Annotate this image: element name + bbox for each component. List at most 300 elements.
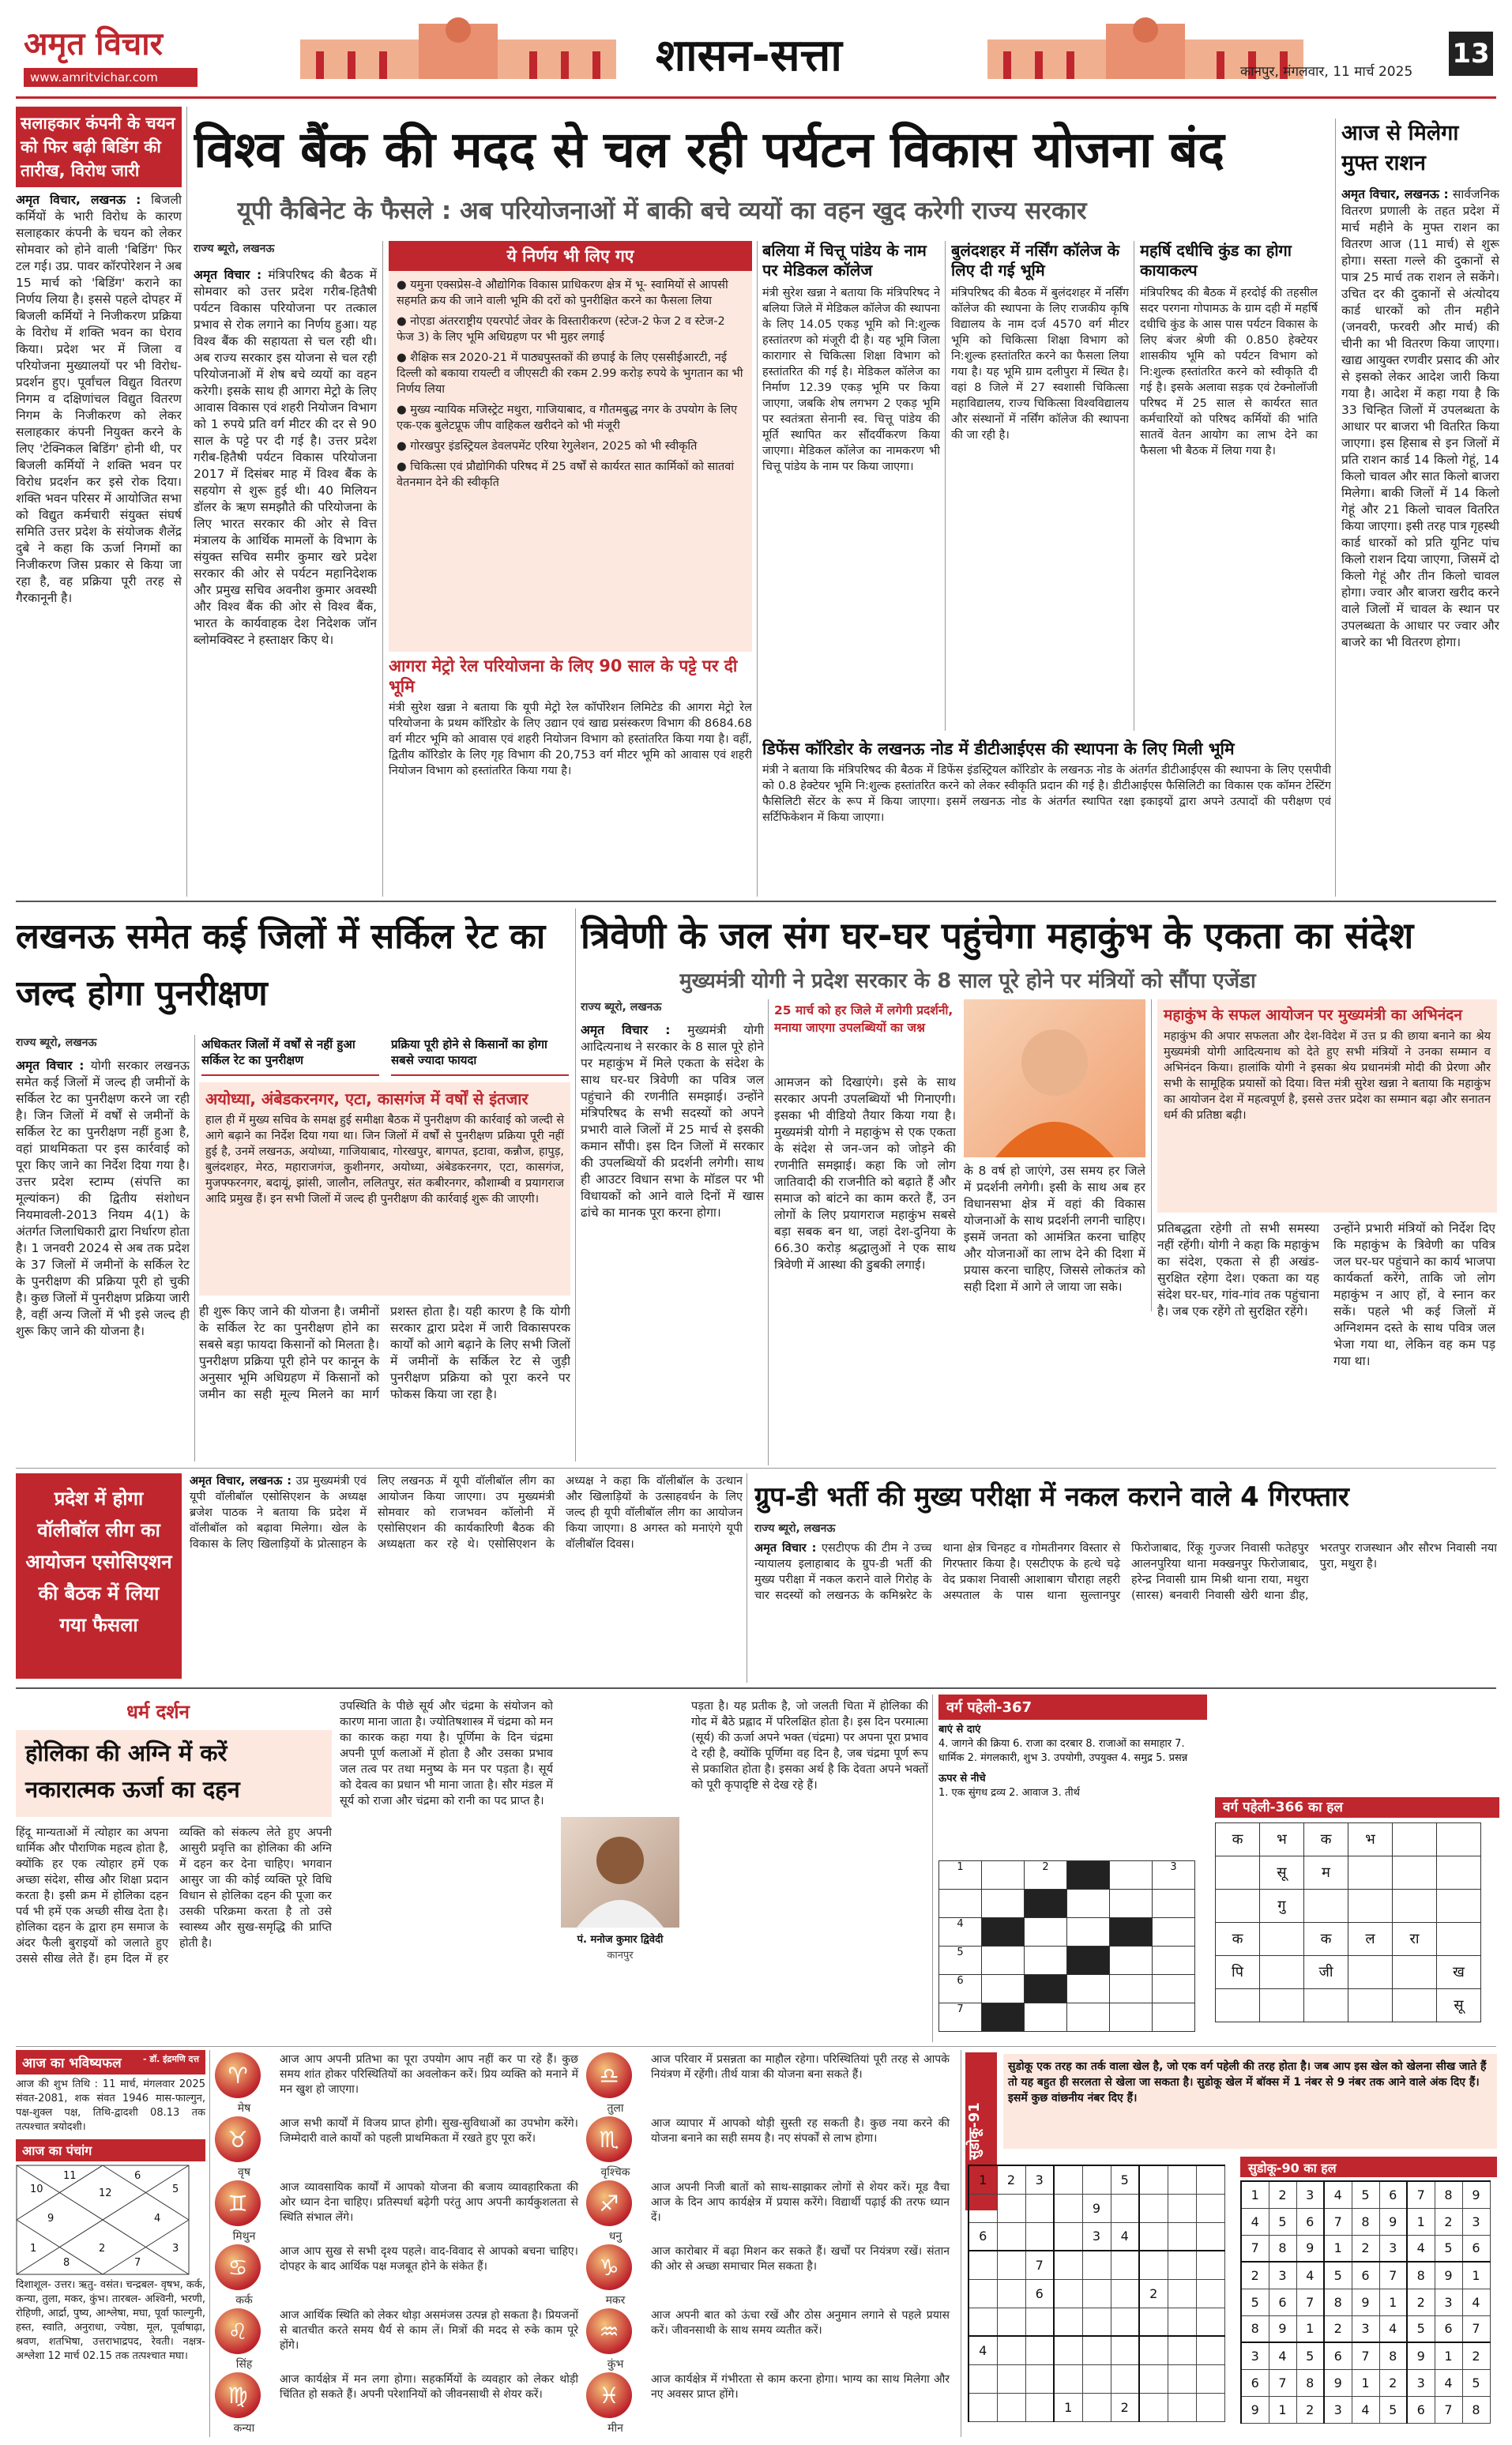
ballia-headline[interactable]: बलिया में चित्तू पांडेय के नाम पर मेडिकल कॉलेज bbox=[762, 241, 927, 280]
sudoku-cell[interactable]: 2 bbox=[1139, 2279, 1168, 2308]
sudoku-cell[interactable] bbox=[1111, 2364, 1139, 2393]
rashi-item bbox=[586, 2052, 950, 2114]
circle-sub-headline[interactable]: अयोध्या, अंबेडकरनगर, एटा, कासगंज में वर्षों से इंतजार bbox=[205, 1089, 528, 1108]
sudoku-cell: 7 bbox=[1462, 2315, 1490, 2342]
sudoku-cell: 1 bbox=[1407, 2208, 1435, 2235]
kundli-number: 9 bbox=[47, 2213, 55, 2225]
sudoku-cell[interactable] bbox=[969, 2279, 997, 2308]
dadhichi-body: मंत्रिपरिषद की बैठक में हरदोई की तहसील सदर परगना गोपामऊ के ग्राम दही में महर्षि दधीचि कुंड के आस पास पर्यटन विकास के लिए बंजर श्रेणी की 0.850 हेक्टेयर शासकीय भूमि को पर्यटन विभाग को नि:शुल्क हस्तांतरित करने को स्वीकृति दी गई है। इसके अलावा सड़क एवं टेक्नोलॉजी परिषद में 25 साल से कार्यरत सात कर्मचारियों को परिषद कर्मियों की भांति सातवें वेतन आयोग का लाभ देने का फैसला भी बैठक में लिया गया है। bbox=[1140, 287, 1318, 457]
masthead bbox=[0, 0, 1512, 103]
crossword-cell[interactable] bbox=[1110, 1890, 1153, 1918]
sudoku-cell: 8 bbox=[1241, 2315, 1269, 2342]
sudoku-cell[interactable] bbox=[997, 2308, 1025, 2336]
sudoku-cell[interactable] bbox=[1111, 2251, 1139, 2279]
sudoku-cell[interactable] bbox=[1196, 2165, 1224, 2194]
recruitment-headline[interactable]: ग्रुप-डी भर्ती की मुख्य परीक्षा में नकल कराने वाले 4 गिरफ्तार bbox=[754, 1481, 1349, 1513]
sudoku-solution-title: सुडोकू-90 का हल bbox=[1240, 2157, 1497, 2177]
sudoku-cell[interactable] bbox=[1025, 2222, 1054, 2251]
crossword-box bbox=[938, 1695, 1499, 2042]
sudoku-cell: 1 bbox=[1269, 2396, 1296, 2423]
sudoku-cell[interactable] bbox=[1054, 2165, 1082, 2194]
sudoku-cell[interactable]: 6 bbox=[969, 2222, 997, 2251]
answer-cell bbox=[1348, 1856, 1393, 1890]
answer-cell bbox=[1437, 1823, 1481, 1856]
kundli-number: 2 bbox=[99, 2243, 106, 2255]
sudoku-cell: 3 bbox=[1352, 2315, 1379, 2342]
crossword-cell[interactable] bbox=[982, 1890, 1025, 1918]
sudoku-cell: 8 bbox=[1324, 2289, 1352, 2315]
cm-photo bbox=[964, 999, 1145, 1157]
crossword-cell bbox=[1067, 1861, 1110, 1890]
answer-cell: ल bbox=[1348, 1923, 1393, 1956]
triveni-body: मुख्यमंत्री योगी आदित्यनाथ ने सरकार के 8 साल पूरे होने पर महाकुंभ में मिले एकता के संदेश के साथ घर-घर त्रिवेणी का पवित्र जल पहुंचाने की रणनीति समझाई। उन्होंने मंत्रिपरिषद के सभी सदस्यों को अपने प्रभारी वाले जिलों में 25 मार्च से इसकी कमान सौंपी। इस दिन जिलों में सरकार की उपलब्धियों की प्रदर्शनी लगेगी। साथ ही आउटर विधान सभा के मॉडल पर भी विधायकों को आने वाले दिनों में खास ढांचे का मानक पूरा करना होगा। bbox=[581, 1023, 764, 1220]
sudoku-cell[interactable]: 1 bbox=[969, 2165, 997, 2194]
sudoku-cell[interactable] bbox=[1025, 2364, 1054, 2393]
sudoku-cell: 2 bbox=[1269, 2181, 1296, 2208]
sudoku-cell[interactable] bbox=[1168, 2251, 1196, 2279]
answer-cell bbox=[1393, 1890, 1437, 1923]
sudoku-cell[interactable] bbox=[997, 2251, 1025, 2279]
sudoku-cell: 7 bbox=[1435, 2396, 1462, 2423]
sudoku-cell: 4 bbox=[1352, 2396, 1379, 2423]
sudoku-cell[interactable]: 1 bbox=[1054, 2393, 1082, 2421]
rashi-item bbox=[586, 2308, 950, 2370]
rashi-name: वृष bbox=[238, 2166, 250, 2179]
crossword-cell[interactable] bbox=[982, 1947, 1025, 1975]
sudoku-cell[interactable] bbox=[1196, 2364, 1224, 2393]
sudoku-cell: 4 bbox=[1407, 2235, 1435, 2262]
answer-cell: गु bbox=[1260, 1890, 1304, 1923]
rashi-name: कुंभ bbox=[607, 2358, 624, 2371]
defence-story bbox=[762, 739, 1331, 889]
kundli-number: 3 bbox=[172, 2243, 179, 2255]
sudoku-cell: 9 bbox=[1435, 2262, 1462, 2289]
rashi-item bbox=[215, 2116, 578, 2178]
sudoku-cell: 4 bbox=[1269, 2342, 1296, 2369]
rashi-text: आज सभी कार्यों में विजय प्राप्त होगी। सुख-सुविधाओं का उपभोग करेंगे। जिम्मेदारी वाले कार्यों को पहली प्राथमिकता में रखते हुए पूरा करें। bbox=[280, 2117, 578, 2145]
sudoku-cell: 1 bbox=[1324, 2235, 1352, 2262]
sudoku-cell[interactable]: 3 bbox=[1025, 2165, 1054, 2194]
metro-headline[interactable]: आगरा मेट्रो रेल परियोजना के लिए 90 साल के पट्टे पर दी भूमि bbox=[389, 656, 738, 696]
recruitment-body: एसटीएफ की टीम ने उच्च न्यायालय इलाहाबाद के ग्रुप-डी भर्ती की मुख्य परीक्षा में नकल कराने वाले गिरोह के चार सदस्यों को लखनऊ के कमिश्नरेट के थाना क्षेत्र चिनहट व गोमतीनगर विस्तार से गिरफ्तार किया है। एसटीएफ के हत्थे चढ़े वेद प्रकाश निवासी आशाबाग चौराहा लहरी अस्पताल के पास थाना सुल्तानपुर फिरोजाबाद, रिंकू गुज्जर निवासी फतेहपुर आलनपुरिया थाना मक्खनपुर फिरोजाबाद, हरेन्द्र निवासी ग्राम मिश्री थाना राया, मथुरा (सारस) बनवारी निवासी खेरी थाना डीह, भरतपुर राजस्थान और सौरभ निवासी नया पुरा, मथुरा है। bbox=[754, 1542, 1497, 1602]
sudoku-cell: 9 bbox=[1269, 2315, 1296, 2342]
sudoku-cell: 1 bbox=[1462, 2262, 1490, 2289]
sudoku-cell[interactable]: 3 bbox=[1082, 2222, 1111, 2251]
sudoku-cell: 4 bbox=[1435, 2369, 1462, 2396]
sudoku-cell[interactable] bbox=[969, 2393, 997, 2421]
sudoku-cell: 6 bbox=[1241, 2369, 1269, 2396]
sudoku-cell[interactable] bbox=[1082, 2364, 1111, 2393]
rashi-item bbox=[586, 2372, 950, 2434]
sudoku-cell[interactable] bbox=[997, 2393, 1025, 2421]
answer-cell bbox=[1393, 1823, 1437, 1856]
dharm-headline[interactable]: होलिका की अग्नि में करें नकारात्मक ऊर्जा का दहन bbox=[16, 1730, 332, 1817]
sudoku-cell: 8 bbox=[1352, 2208, 1379, 2235]
sudoku-cell[interactable] bbox=[1168, 2194, 1196, 2222]
free-ration-headline[interactable]: आज से मिलेगा मुफ्त राशन bbox=[1341, 121, 1459, 175]
sudoku-cell[interactable] bbox=[1168, 2165, 1196, 2194]
sudoku-cell: 6 bbox=[1352, 2262, 1379, 2289]
sudoku-cell[interactable] bbox=[969, 2308, 997, 2336]
rashi-text: आज अपनी निजी बातों को साथ-साझाकर लोगों से शेयर करें। मूड वैचा आज के दिन आप कार्यक्षेत्र में प्रयास करेंगे। विद्यार्थी पढ़ाई की तरफ ध्यान दें। bbox=[651, 2181, 950, 2224]
free-ration-body: सार्वजनिक वितरण प्रणाली के तहत प्रदेश में मार्च महीने के मुफ्त राशन का वितरण आज (11 मार्च) से शुरू होगा। सस्ता गल्ले की दुकानों से पात्र 25 मार्च तक राशन ले सकेंगे। उचित दर की दुकानों से अंत्योदय कार्ड धारकों को तीन महीने (जनवरी, फरवरी और मार्च) की चीनी का भी वितरण किया जाएगा। खाद्य आयुक्त रणवीर प्रसाद की ओर से इसको लेकर आदेश जारी किया गया है। आदेश में कहा गया है कि 33 चिन्हित जिलों में उपलब्धता के आधार पर बाजरा भी वितरित किया जाएगा। इस हिसाब से इन जिलों में प्रति राशन कार्ड 14 किलो गेहूं, 14 किलो चावल और सात किलो बाजरा मिलेगा। बाकी जिलों में 14 किलो गेहूं और 21 किलो चावल वितरित किया जाएगा। इसी तरह पात्र गृहस्थी कार्ड धारकों को प्रति यूनिट पांच किलो राशन दिया जाएगा, जिसमें दो किलो गेहूं और तीन किलो चावल होगा। ज्वार और बाजरा खरीद करने वाले जिलों में चावल के स्थान पर उपलब्धता के आधार पर ज्वार और बाजरे का भी वितरण होगा। bbox=[1341, 187, 1499, 649]
sudoku-cell[interactable] bbox=[997, 2279, 1025, 2308]
sudoku-cell: 2 bbox=[1352, 2235, 1379, 2262]
sudoku-cell[interactable] bbox=[1111, 2279, 1139, 2308]
sudoku-cell[interactable] bbox=[997, 2222, 1025, 2251]
sudoku-cell[interactable] bbox=[1139, 2251, 1168, 2279]
sudoku-cell[interactable] bbox=[969, 2194, 997, 2222]
sudoku-cell: 3 bbox=[1296, 2181, 1324, 2208]
zodiac-icon: ♈ bbox=[215, 2052, 261, 2098]
crossword-grid[interactable] bbox=[938, 1860, 1195, 2032]
volleyball-body: उप्र मुख्यमंत्री एवं यूपी वॉलीबॉल एसोसिएशन के अध्यक्ष ब्रजेश पाठक ने बताया कि प्रदेश में वॉलीबॉल को बढ़ावा मिलेगा। खेल के विकास के लिए खिलाड़ियों के प्रोत्साहन के लिए लखनऊ में यूपी वॉलीबॉल लीग का आयोजन किया जाएगा। उप मुख्यमंत्री सोमवार को राजभवन कॉलोनी में एसोसिएशन की कार्यकारिणी बैठक की अध्यक्षता कर रहे थे। एसोसिएशन के अध्यक्ष ने कहा कि वॉलीबॉल के उत्थान और खिलाड़ियों के उत्साहवर्धन के लिए जल्द ही यूपी वॉलीबॉल लीग का आयोजन किया जाएगा। 8 अगस्त को मनाएंगे यूपी वॉलीबॉल दिवस। bbox=[190, 1475, 743, 1551]
crossword-cell[interactable] bbox=[1067, 1890, 1110, 1918]
answer-cell bbox=[1216, 1890, 1260, 1923]
crossword-cell[interactable] bbox=[982, 1975, 1025, 2003]
sudoku-cell[interactable] bbox=[1054, 2222, 1082, 2251]
sudoku-cell[interactable] bbox=[1054, 2279, 1082, 2308]
triveni-col1 bbox=[581, 999, 764, 1465]
answer-cell bbox=[1393, 1956, 1437, 1989]
lead-byline: राज्य ब्यूरो, लखनऊ bbox=[194, 243, 275, 255]
sudoku-cell[interactable] bbox=[1196, 2194, 1224, 2222]
rashi-text: आज आप सुख से सभी दृश्य पहले। वाद-विवाद से आपको बचना चाहिए। दोपहर के बाद आर्थिक पक्ष मजबूत होने के संकेत हैं। bbox=[280, 2245, 578, 2273]
sudoku-cell: 7 bbox=[1296, 2289, 1324, 2315]
volleyball-story bbox=[190, 1473, 743, 1683]
dharm-body-3: पड़ता है। यह प्रतीक है, जो जलती चिता में होलिका की गोद में बैठे प्रह्लाद में परिलक्षित होता है। इस दिन परमात्मा (सूर्य) की ऊर्जा अपने भक्त (चंद्रमा) पर अपना पूरा प्रभाव दे रही है, क्योंकि पूर्णिमा वह दिन है, जब चंद्रमा पूर्ण रूप से प्रकाशित होता है। इसका अर्थ है कि देवता अपने भक्तों को पूरी कृपादृष्टि से देख रहे हैं। bbox=[691, 1700, 928, 1792]
sudoku-cell[interactable] bbox=[1139, 2364, 1168, 2393]
sudoku-cell[interactable] bbox=[1196, 2222, 1224, 2251]
mahakumbh-headline[interactable]: महाकुंभ के सफल आयोजन पर मुख्यमंत्री का अभिनंदन bbox=[1164, 1006, 1462, 1024]
lead-dateline: अमृत विचार : bbox=[194, 268, 262, 282]
lead-headline[interactable]: विश्व बैंक की मदद से चल रही पर्यटन विकास योजना बंद bbox=[194, 121, 1224, 179]
sudoku-cell[interactable] bbox=[1025, 2393, 1054, 2421]
sudoku-cell[interactable] bbox=[1025, 2308, 1054, 2336]
crossword-cell[interactable] bbox=[1067, 1918, 1110, 1947]
sudoku-cell[interactable] bbox=[1025, 2194, 1054, 2222]
brand-logo: अमृत विचार bbox=[24, 26, 163, 62]
sudoku-cell: 3 bbox=[1379, 2235, 1407, 2262]
answer-cell bbox=[1437, 1890, 1481, 1923]
crossword-cell[interactable] bbox=[1110, 1947, 1153, 1975]
rashi-text: आज आर्थिक स्थिति को लेकर थोड़ा असमंजस उत्पन्न हो सकता है। प्रियजनों से बातचीत करते समय धैर्य से काम लें। मित्रों की मदद से रुके काम पूरे होंगे। bbox=[280, 2309, 578, 2352]
crossword-cell[interactable] bbox=[1153, 1975, 1195, 2003]
answer-cell: पि bbox=[1216, 1956, 1260, 1989]
lead-subhead: यूपी कैबिनेट के फैसले : अब परियोजनाओं में बाकी बचे व्ययों का वहन खुद करेगी राज्य सरकार bbox=[237, 197, 1087, 225]
rashi-item bbox=[215, 2308, 578, 2370]
triveni-highlight: 25 मार्च को हर जिले में लगेगी प्रदर्शनी, मनाया जाएगा उपलब्धियों का जश्न bbox=[774, 1003, 953, 1035]
answer-cell: क bbox=[1304, 1823, 1348, 1856]
sudoku-cell[interactable] bbox=[969, 2251, 997, 2279]
crossword-cell[interactable] bbox=[1110, 1975, 1153, 2003]
rashi-name: सिंह bbox=[235, 2358, 253, 2371]
website-url[interactable]: www.amritvichar.com bbox=[24, 68, 197, 87]
crossword-cell bbox=[1025, 1890, 1067, 1918]
crossword-down: 1. एक सुंगध द्रव्य 2. आवाज 3. तीर्थ bbox=[938, 1787, 1080, 1799]
crossword-cell[interactable] bbox=[1110, 1861, 1153, 1890]
sudoku-cell[interactable] bbox=[1054, 2251, 1082, 2279]
rashi-item bbox=[215, 2244, 578, 2306]
building-illustration bbox=[300, 16, 616, 79]
sudoku-cell[interactable] bbox=[1054, 2364, 1082, 2393]
mahakumbh-box bbox=[1157, 999, 1497, 1213]
sudoku-cell: 1 bbox=[1241, 2181, 1269, 2208]
answer-cell: जी bbox=[1304, 1956, 1348, 1989]
triveni-headline[interactable]: त्रिवेणी के जल संग घर-घर पहुंचेगा महाकुंभ के एकता का संदेश bbox=[581, 914, 1414, 957]
triveni-body-4: प्रतिबद्धता रहेगी तो सभी समस्या नहीं रहेंगी। योगी ने कहा कि महाकुंभ का संदेश, एकता से ही अखंड-सुरक्षित रहेगा देश। एकता का यह संदेश घर-घर, गांव-गांव तक पहुंचाना है। जब एक रहेंगे तो सुरक्षित रहेंगे। bbox=[1157, 1221, 1319, 1318]
sudoku-cell[interactable]: 4 bbox=[969, 2336, 997, 2364]
crossword-cell[interactable] bbox=[1067, 2003, 1110, 2032]
sudoku-cell[interactable]: 5 bbox=[1111, 2165, 1139, 2194]
sudoku-title: सुडोकू-91 bbox=[965, 2052, 997, 2210]
sudoku-cell[interactable]: 4 bbox=[1111, 2222, 1139, 2251]
sudoku-cell[interactable] bbox=[1082, 2308, 1111, 2336]
answer-cell: ख bbox=[1437, 1956, 1481, 1989]
sudoku-cell[interactable] bbox=[1168, 2279, 1196, 2308]
circle-dateline: अमृत विचार : bbox=[16, 1059, 85, 1073]
rashi-text: आज अपनी बात को ऊंचा रखें और ठोस अनुमान लगाने से पहले प्रयास करें। जीवनसाथी के साथ समय व्यतीत करें। bbox=[651, 2309, 950, 2337]
crossword-cell[interactable] bbox=[939, 1890, 982, 1918]
sudoku-cell[interactable] bbox=[1196, 2279, 1224, 2308]
sudoku-cell[interactable] bbox=[1111, 2336, 1139, 2364]
crossword-cell[interactable] bbox=[1153, 1918, 1195, 1947]
sudoku-cell: 5 bbox=[1269, 2208, 1296, 2235]
rashi-name: कर्क bbox=[235, 2294, 253, 2307]
crossword-cell bbox=[982, 2003, 1025, 2032]
circle-sub-body: हाल ही में मुख्य सचिव के समक्ष हुई समीक्षा बैठक में पुनरीक्षण की कार्रवाई को जल्दी से आगे बढ़ाने का निर्देश दिया गया था। जिन जिलों में वर्षों से पुनरीक्षण प्रक्रिया पूरी नहीं हुई है, उनमें लखनऊ, अयोध्या, गाजियाबाद, गोरखपुर, बागपत, इटावा, कन्नौज, हापुड़, बुलंदशहर, मेरठ, महाराजगंज, कुशीनगर, अयोध्या, अंबेडकरनगर, एटा, कासगंज, मुजफ्फरनगर, बदायूं, झांसी, जालौन, ललितपुर, संत कबीरनगर, कौशाम्बी व प्रयागराज आदि प्रमुख हैं। इन सभी जिलों में जल्द ही पुनरीक्षण की कार्रवाई शुरू की जाएगी। bbox=[205, 1114, 564, 1206]
bulandshahr-headline[interactable]: बुलंदशहर में नर्सिंग कॉलेज के लिए दी गई भूमि bbox=[951, 241, 1120, 280]
sudoku-cell: 8 bbox=[1435, 2181, 1462, 2208]
sudoku-cell[interactable] bbox=[997, 2194, 1025, 2222]
sudoku-cell[interactable] bbox=[969, 2364, 997, 2393]
panchang-box bbox=[16, 2050, 205, 2437]
sudoku-cell[interactable] bbox=[1139, 2222, 1168, 2251]
sudoku-cell: 3 bbox=[1269, 2262, 1296, 2289]
sudoku-cell: 4 bbox=[1462, 2289, 1490, 2315]
dadhichi-story bbox=[1140, 241, 1318, 739]
answer-cell: क bbox=[1216, 1923, 1260, 1956]
sudoku-cell: 3 bbox=[1462, 2208, 1490, 2235]
free-ration-dateline: अमृत विचार, लखनऊ : bbox=[1341, 187, 1449, 201]
sudoku-cell: 3 bbox=[1435, 2289, 1462, 2315]
kundli-number: 11 bbox=[63, 2170, 77, 2182]
rashi-text: आज कारोबार में बढ़ा मिशन कर सकते हैं। खर्चों पर नियंत्रण रखें। संतान की ओर से अच्छा समाचार मिल सकता है। bbox=[651, 2245, 950, 2273]
bulandshahr-body: मंत्रिपरिषद की बैठक में बुलंदशहर में नर्सिंग कॉलेज की स्थापना के लिए राजकीय कृषि विद्यालय के नाम दर्ज 4570 वर्ग मीटर भूमि को चिकित्सा शिक्षा विभाग को नि:शुल्क हस्तांतरित करने का फैसला लिया गया है। यह भूमि ग्राम दलीपुरा में स्थित है। वहां 8 जिले में 27 स्वशासी चिकित्सा महाविद्यालय, राज्य चिकित्सा विश्वविद्यालय और संस्थानों में नर्सिंग कॉलेज की स्थापना की जा रही है। bbox=[951, 287, 1129, 442]
sudoku-cell[interactable] bbox=[1082, 2165, 1111, 2194]
decisions-title: ये निर्णय भी लिए गए bbox=[389, 241, 752, 271]
sudoku-cell[interactable] bbox=[1139, 2308, 1168, 2336]
sudoku-cell: 5 bbox=[1352, 2181, 1379, 2208]
sudoku-cell[interactable] bbox=[1054, 2194, 1082, 2222]
sudoku-cell: 4 bbox=[1324, 2181, 1352, 2208]
sudoku-cell: 8 bbox=[1462, 2396, 1490, 2423]
decision-item: ● चिकित्सा एवं प्रौद्योगिकी परिषद में 25 वर्षों से कार्यरत सात कार्मिकों को सातवां वेतनमान देने की स्वीकृति bbox=[397, 461, 735, 489]
sudoku-cell[interactable] bbox=[1196, 2251, 1224, 2279]
sudoku-cell[interactable] bbox=[1139, 2336, 1168, 2364]
sudoku-cell[interactable]: 2 bbox=[1111, 2393, 1139, 2421]
triveni-subhead: मुख्यमंत्री योगी ने प्रदेश सरकार के 8 साल पूरे होने पर मंत्रियों को सौंपा एजेंडा bbox=[679, 969, 1256, 993]
sudoku-cell: 5 bbox=[1462, 2369, 1490, 2396]
sudoku-cell: 6 bbox=[1324, 2342, 1352, 2369]
rashi-name: मीन bbox=[607, 2422, 623, 2435]
lead-body bbox=[194, 241, 377, 897]
zodiac-icon: ♊ bbox=[215, 2180, 261, 2226]
answer-cell: सू bbox=[1260, 1856, 1304, 1890]
rashi-name: कन्या bbox=[233, 2422, 255, 2435]
answer-cell bbox=[1216, 1856, 1260, 1890]
volleyball-dateline: अमृत विचार, लखनऊ : bbox=[190, 1475, 292, 1488]
kundli-number: 8 bbox=[63, 2257, 70, 2269]
crossword-cell[interactable]: 4 bbox=[939, 1918, 982, 1947]
sudoku-cell[interactable] bbox=[1168, 2336, 1196, 2364]
sudoku-cell: 1 bbox=[1379, 2289, 1407, 2315]
triveni-body-5: उन्होंने प्रभारी मंत्रियों को निर्देश दिए कि महाकुंभ के त्रिवेणी का पवित्र जल घर-घर पहुंचाने का कार्य भाजपा कार्यकर्ता करेंगे, ताकि जो लोग महाकुंभ न आए हों, वे स्नान कर सकें। पहले भी कई जिलों में अग्निशमन दस्ते के साथ पवित्र जल भेजा गया था, लेकिन वह कम पड़ गया था। bbox=[1333, 1221, 1495, 1368]
crossword-cell[interactable]: 3 bbox=[1153, 1861, 1195, 1890]
sudoku-cell: 4 bbox=[1296, 2262, 1324, 2289]
sudoku-cell: 3 bbox=[1241, 2342, 1269, 2369]
kundli-number: 4 bbox=[154, 2213, 161, 2225]
crossword-cell[interactable] bbox=[1025, 1947, 1067, 1975]
rashi-name: मिथुन bbox=[232, 2230, 256, 2243]
sudoku-cell: 7 bbox=[1241, 2235, 1269, 2262]
left-story bbox=[16, 107, 182, 897]
circle-body-2: ही शुरू किए जाने की योजना है। जमीनों के सर्किल रेट का पुनरीक्षण होने का सबसे बड़ा फायदा किसानों को मिलता है। पुनरीक्षण प्रक्रिया पूरी होने पर कानून के अनुसार भूमि अधिग्रहण में किसानों को जमीन का सही मूल्य मिलने का मार्ग प्रशस्त होता है। यही कारण है कि योगी सरकार द्वारा प्रदेश में जारी विकासपरक कार्यों को आगे बढ़ाने के लिए सभी जिलों में जमीनों के सर्किल रेट से जुड़ी पुनरीक्षण प्रक्रिया को पूरा करने पर फोकस किया जा रहा है। bbox=[199, 1304, 570, 1401]
sudoku-cell[interactable] bbox=[1082, 2279, 1111, 2308]
sudoku-cell: 7 bbox=[1379, 2262, 1407, 2289]
crossword-cell[interactable] bbox=[1067, 1975, 1110, 2003]
kundli-number: 1 bbox=[30, 2243, 37, 2255]
rashi-item bbox=[586, 2180, 950, 2242]
rashi-text: आज व्यापार में आपको थोड़ी सुस्ती रह सकती है। कुछ नया करने की योजना बनाने का सही समय है। नए संपर्कों से लाभ होगा। bbox=[651, 2117, 950, 2145]
sudoku-cell[interactable]: 9 bbox=[1082, 2194, 1111, 2222]
crossword-cell[interactable] bbox=[1153, 2003, 1195, 2032]
sudoku-cell[interactable] bbox=[1139, 2393, 1168, 2421]
crossword-cell[interactable]: 2 bbox=[1025, 1861, 1067, 1890]
decision-item: ● मुख्य न्यायिक मजिस्ट्रेट मथुरा, गाजियाबाद, व गौतमबुद्ध नगर के उपयोग के लिए एक-एक बुलेटप्रूफ जीप वाहिकल खरीदने को भी मंजूरी bbox=[397, 404, 738, 432]
crossword-cell[interactable] bbox=[1110, 2003, 1153, 2032]
sudoku-cell[interactable] bbox=[1139, 2165, 1168, 2194]
sudoku-cell: 6 bbox=[1435, 2315, 1462, 2342]
crossword-cell[interactable] bbox=[1025, 2003, 1067, 2032]
rashi-name: धनु bbox=[608, 2230, 622, 2243]
sudoku-cell[interactable] bbox=[1139, 2194, 1168, 2222]
sudoku-instructions: सुडोकू एक तरह का तर्क वाला खेल है, जो एक वर्ग पहेली की तरह होता है। जब आप इस खेल को खेलना सीख जाते हैं तो यह बहुत ही सरलता से खेला जा सकता है। सुडोकू खेल में बॉक्स में 1 नंबर से 9 नंबर तक आने वाले अंक दिए हैं। इसमें कुछ वांछनीय नंबर दिए हैं। bbox=[1003, 2054, 1497, 2149]
crossword-cell bbox=[1067, 1947, 1110, 1975]
sudoku-cell[interactable] bbox=[997, 2364, 1025, 2393]
sudoku-cell[interactable] bbox=[1168, 2364, 1196, 2393]
free-ration-story bbox=[1341, 118, 1499, 897]
answer-cell bbox=[1260, 1923, 1304, 1956]
sudoku-cell[interactable] bbox=[1111, 2194, 1139, 2222]
zodiac-icon: ♓ bbox=[586, 2372, 632, 2418]
circle-headline[interactable]: लखनऊ समेत कई जिलों में सर्किल रेट का जल्द होगा पुनरीक्षण bbox=[16, 916, 546, 1014]
sudoku-cell: 7 bbox=[1324, 2208, 1352, 2235]
answer-cell bbox=[1393, 1856, 1437, 1890]
crossword-cell[interactable]: 7 bbox=[939, 2003, 982, 2032]
page-number: 13 bbox=[1449, 32, 1493, 76]
crossword-cell[interactable] bbox=[1153, 1947, 1195, 1975]
answer-cell: भ bbox=[1260, 1823, 1304, 1856]
metro-body: मंत्री सुरेश खन्ना ने बताया कि यूपी मेट्रो रेल कॉर्पोरेशन लिमिटेड की आगरा मेट्रो रेल परियोजना के प्रथम कॉरिडोर के लिए उद्यान एवं खाद्य प्रसंस्करण विभाग की 8684.68 वर्ग मीटर भूमि को आवास एवं शहरी नियोजन विभाग को हस्तांतरित किया गया है। वहीं, द्वितीय कॉरिडोर के लिए गृह विभाग की 20,753 वर्ग मीटर भूमि को आवास एवं शहरी नियोजन विभाग को हस्तांतरित किया गया है। bbox=[389, 702, 752, 777]
sudoku-cell[interactable]: 2 bbox=[997, 2165, 1025, 2194]
sudoku-cell: 4 bbox=[1241, 2208, 1269, 2235]
rashi-name: मेष bbox=[237, 2102, 251, 2115]
crossword-cell[interactable] bbox=[982, 1861, 1025, 1890]
answer-cell bbox=[1216, 1989, 1260, 2022]
author-photo bbox=[561, 1817, 679, 1928]
sudoku-cell: 5 bbox=[1324, 2262, 1352, 2289]
kundli-number: 12 bbox=[99, 2187, 112, 2199]
sudoku-cell: 4 bbox=[1379, 2315, 1407, 2342]
sudoku-cell[interactable] bbox=[1196, 2308, 1224, 2336]
sudoku-cell: 5 bbox=[1241, 2289, 1269, 2315]
dateline: कानपुर, मंगलवार, 11 मार्च 2025 bbox=[1240, 64, 1413, 80]
sudoku-cell[interactable] bbox=[1082, 2251, 1111, 2279]
sudoku-cell[interactable]: 6 bbox=[1025, 2279, 1054, 2308]
sudoku-cell[interactable] bbox=[1111, 2308, 1139, 2336]
crossword-cell[interactable] bbox=[1153, 1890, 1195, 1918]
left-story-headline[interactable]: सलाहकार कंपनी के चयन को फिर बढ़ी बिडिंग की तारीख, विरोध जारी bbox=[16, 107, 182, 187]
sudoku-cell[interactable] bbox=[1082, 2393, 1111, 2421]
crossword-cell[interactable]: 6 bbox=[939, 1975, 982, 2003]
sudoku-cell: 2 bbox=[1407, 2289, 1435, 2315]
kundli-number: 6 bbox=[134, 2170, 141, 2182]
crossword-cell[interactable]: 1 bbox=[939, 1861, 982, 1890]
recruitment-dateline: अमृत विचार : bbox=[754, 1542, 817, 1555]
circle-kicker-2: प्रक्रिया पूरी होने से किसानों का होगा सबसे ज्यादा फायदा bbox=[391, 1036, 569, 1076]
triveni-body-3: के 8 वर्ष हो जाएंगे, उस समय हर जिले में प्रदर्शनी लगेगी। इसी के साथ अब हर विधानसभा क्षेत्र में वहां की विकास योजनाओं के साथ प्रदर्शनी लगनी चाहिए। इसमें जनता को आमंत्रित करना चाहिए और योजनाओं का लाभ देने की दिशा में प्रयास करना चाहिए, जिससे लोकतंत्र को सही दिशा में आगे ले जाया जा सके। bbox=[964, 1164, 1145, 1294]
sudoku-cell[interactable] bbox=[997, 2336, 1025, 2364]
sudoku-cell[interactable] bbox=[1168, 2393, 1196, 2421]
sudoku-cell: 6 bbox=[1407, 2396, 1435, 2423]
kundli-number: 10 bbox=[30, 2184, 43, 2195]
recruitment-story bbox=[754, 1521, 1497, 1683]
sudoku-cell[interactable]: 7 bbox=[1025, 2251, 1054, 2279]
volleyball-promo[interactable]: प्रदेश में होगा वॉलीबॉल लीग का आयोजन एसोसिएशन की बैठक में लिया गया फैसला bbox=[16, 1473, 182, 1679]
sudoku-cell[interactable] bbox=[1054, 2308, 1082, 2336]
dharm-body: हिंदू मान्यताओं में त्योहार का अपना धार्मिक और पौराणिक महत्व होता है, क्योंकि हर एक त्योहार हमें एक अच्छा संदेश, सीख और शिक्षा प्रदान करता है। इसी क्रम में होलिका दहन पर्व भी हमें एक अच्छी सीख देता है। होलिका दहन के द्वारा हम समाज के अंदर फैली बुराइयों को जलाते हुए उससे सीख लेते हैं। हम दिल में हर व्यक्ति को संकल्प लेते हुए अपनी आसुरी प्रवृत्ति का होलिका की अग्नि में दहन कर देना चाहिए। भगवान आसुर जा की कोई व्यक्ति पूरे विधि विधान से होलिका दहन की पूजा कर उसकी परिक्रमा करता है तो उसे स्वास्थ्य और सुख-समृद्धि की प्राप्ति होती है। bbox=[16, 1826, 332, 1965]
crossword-cell[interactable] bbox=[1025, 1918, 1067, 1947]
sudoku-cell[interactable] bbox=[1168, 2308, 1196, 2336]
panchang-footer: दिशाशूल- उत्तर। ऋतु- वसंत। चन्द्रबल- वृषभ, कर्क, कन्या, तुला, मकर, कुंभ। तारबल- अश्विनी, भरणी, रोहिणी, आर्द्रा, पुष्य, आश्लेषा, मघा, पूर्वा फाल्गुनी, हस्त, स्वाति, अनुराधा, ज्येष्ठा, मूल, पूर्वाषाढ़ा, श्रवण, शतभिषा, उत्तराभाद्रपद, रेवती। नक्षत्र-अश्लेशा 12 मार्च 02.15 तक तत्पश्चात मघा। bbox=[16, 2279, 205, 2362]
answer-cell: रा bbox=[1393, 1923, 1437, 1956]
triveni-dateline: अमृत विचार : bbox=[581, 1023, 671, 1037]
sudoku-cell[interactable] bbox=[1196, 2393, 1224, 2421]
sudoku-cell: 1 bbox=[1352, 2369, 1379, 2396]
sudoku-cell: 9 bbox=[1296, 2235, 1324, 2262]
defence-headline[interactable]: डिफेंस कॉरिडोर के लखनऊ नोड में डीटीआईएस की स्थापना के लिए मिली भूमि bbox=[762, 739, 1235, 758]
sudoku-cell: 8 bbox=[1379, 2342, 1407, 2369]
sudoku-cell: 9 bbox=[1241, 2396, 1269, 2423]
rashi-name: वृश्चिक bbox=[600, 2166, 630, 2179]
sudoku-cell[interactable] bbox=[1025, 2336, 1054, 2364]
rashi-text: आज आप अपनी प्रतिभा का पूरा उपयोग आप नहीं कर पा रहे हैं। कुछ समय शांत होकर परिस्थितियों का अवलोकन करें। प्रिय व्यक्ति को मनाने में मन खुश हो जाएगा। bbox=[280, 2053, 578, 2096]
sudoku-puzzle-grid[interactable] bbox=[968, 2165, 1225, 2422]
circle-kicker-1: अधिकतर जिलों में वर्षों से नहीं हुआ सर्किल रेट का पुनरीक्षण bbox=[201, 1036, 379, 1076]
crossword-answers-title: वर्ग पहेली-366 का हल bbox=[1215, 1797, 1499, 1818]
sudoku-cell[interactable] bbox=[1196, 2336, 1224, 2364]
dadhichi-headline[interactable]: महर्षि दधीचि कुंड का होगा कायाकल्प bbox=[1140, 241, 1292, 280]
crossword-cell[interactable]: 5 bbox=[939, 1947, 982, 1975]
sudoku-cell[interactable] bbox=[1054, 2336, 1082, 2364]
sudoku-cell: 6 bbox=[1379, 2181, 1407, 2208]
author-name: पं. मनोज कुमार द्विवेदी bbox=[577, 1934, 664, 1946]
sudoku-cell[interactable] bbox=[1082, 2336, 1111, 2364]
sudoku-cell[interactable] bbox=[1168, 2222, 1196, 2251]
sudoku-cell: 5 bbox=[1407, 2315, 1435, 2342]
zodiac-icon: ♌ bbox=[215, 2308, 261, 2354]
